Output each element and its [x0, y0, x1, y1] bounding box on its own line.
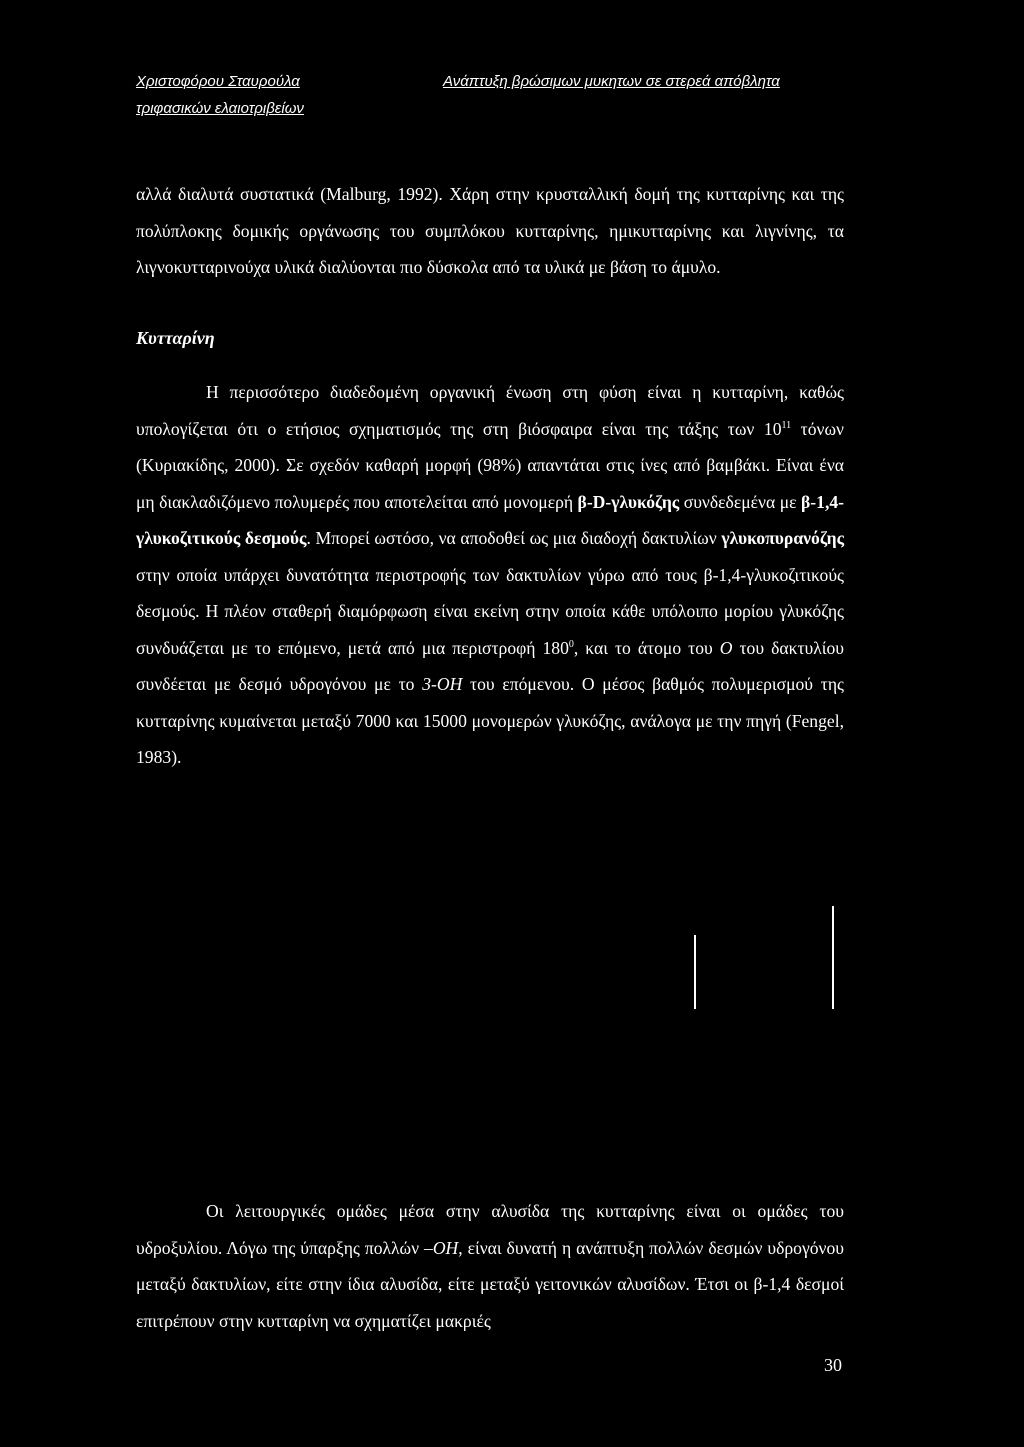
italic-oh: –OH: [424, 1237, 459, 1258]
exponent-value: $10^{11}$: [763, 418, 792, 439]
italic-hydroxyl: 3-OH: [422, 674, 463, 694]
page-number: 30: [824, 1355, 842, 1375]
functional-groups-paragraph: Οι λειτουργικές ομάδες μέσα στην αλυσίδα της κυτταρίνης είναι οι ομάδες του υδροξυλίου. Λόγω της ύπαρξης πολλών –OH, είναι δυνατή η ανάπτυξη πολλών δεσμών υδρογόνου μεταξύ δακτυλίων, είτε στην ίδια αλυσίδα, είτε μεταξύ γειτονικών αλυσίδων. Έτσι οι β-1,4 δεσμοί επιτρέπουν στην κυτταρίνη να σχηματίζει μακριές: [136, 1201, 844, 1331]
header-author-line: [136, 68, 396, 122]
italic-oxygen: O: [719, 637, 733, 658]
header-author: Χριστοφόρου Σταυρούλα: [136, 73, 300, 90]
figure-line-left: [694, 935, 696, 1009]
bold-term-glucopyranose: γλυκοπυρανόζης: [721, 528, 844, 548]
header-title-part1: Ανάπτυξη βρώσιμων μυκητων σε στερεά απόβλητα: [443, 73, 780, 90]
intro-text: αλλά διαλυτά συστατικά (Malburg, 1992). Χάρη στην κρυσταλλική δομή της κυτταρίνης και της πολύπλοκης δομικής οργάνωσης του συμπλόκου κυτταρίνης, ημικυτταρίνης και λιγνίνης, τα λιγνοκυτταρινούχα υλικά διαλύονται πιο δύσκολα από τα υλικά με βάση το άμυλο.: [136, 184, 844, 277]
bold-term-glucose: β-D-γλυκόζης: [577, 491, 680, 512]
bold-term-bonds: β-1,4-γλυκοζιτικούς δεσμούς: [136, 491, 844, 548]
figure-line-right: [832, 906, 834, 1009]
section-heading: Κυτταρίνη: [136, 328, 215, 348]
cellulose-paragraph: Η περισσότερο διαδεδομένη οργανική ένωση στη φύση είναι η κυτταρίνη, καθώς υπολογίζεται ότι ο ετήσιος σχηματισμός της στη βιόσφαιρα είναι της τάξης των $10^{11}$ τόνων (Κυριακίδης, 2000). Σε σχεδόν καθαρή μορφή (98%) απαντάται στις ίνες από βαμβάκι. Είναι ένα μη διακλαδιζόμενο πολυμερές που αποτελείται από μονομερή β-D-γλυκόζης συνδεδεμένα με β-1,4-γλυκοζιτικούς δεσμούς. Μπορεί ωστόσο, να αποδοθεί ως μια διαδοχή δακτυλίων γλυκοπυρανόζης στην οποία υπάρχει δυνατότητα περιστροφής των δακτυλίων γύρω από τους β-1,4-γλυκοζιτικούς δεσμούς. Η πλέον σταθερή διαμόρφωση είναι εκείνη στην οποία κάθε υπόλοιπο μορίου γλυκόζης συνδυάζεται με το επόμενο, μετά από μια περιστροφή $180^0$, και το άτομο του O του δακτυλίου συνδέεται με δεσμό υδρογόνου με το 3-OH του επόμενου. Ο μέσος βαθμός πολυμερισμού της κυτταρίνης κυμαίνεται μεταξύ 7000 και 15000 μονομερών γλυκόζης, ανάλογα με την πηγή (Fengel, 1983).: [136, 382, 845, 767]
header-title-part2: τριφασικών ελαιοτριβείων: [136, 100, 304, 117]
intro-paragraph: [136, 176, 844, 286]
rotation-angle: $180^0$: [542, 637, 574, 658]
